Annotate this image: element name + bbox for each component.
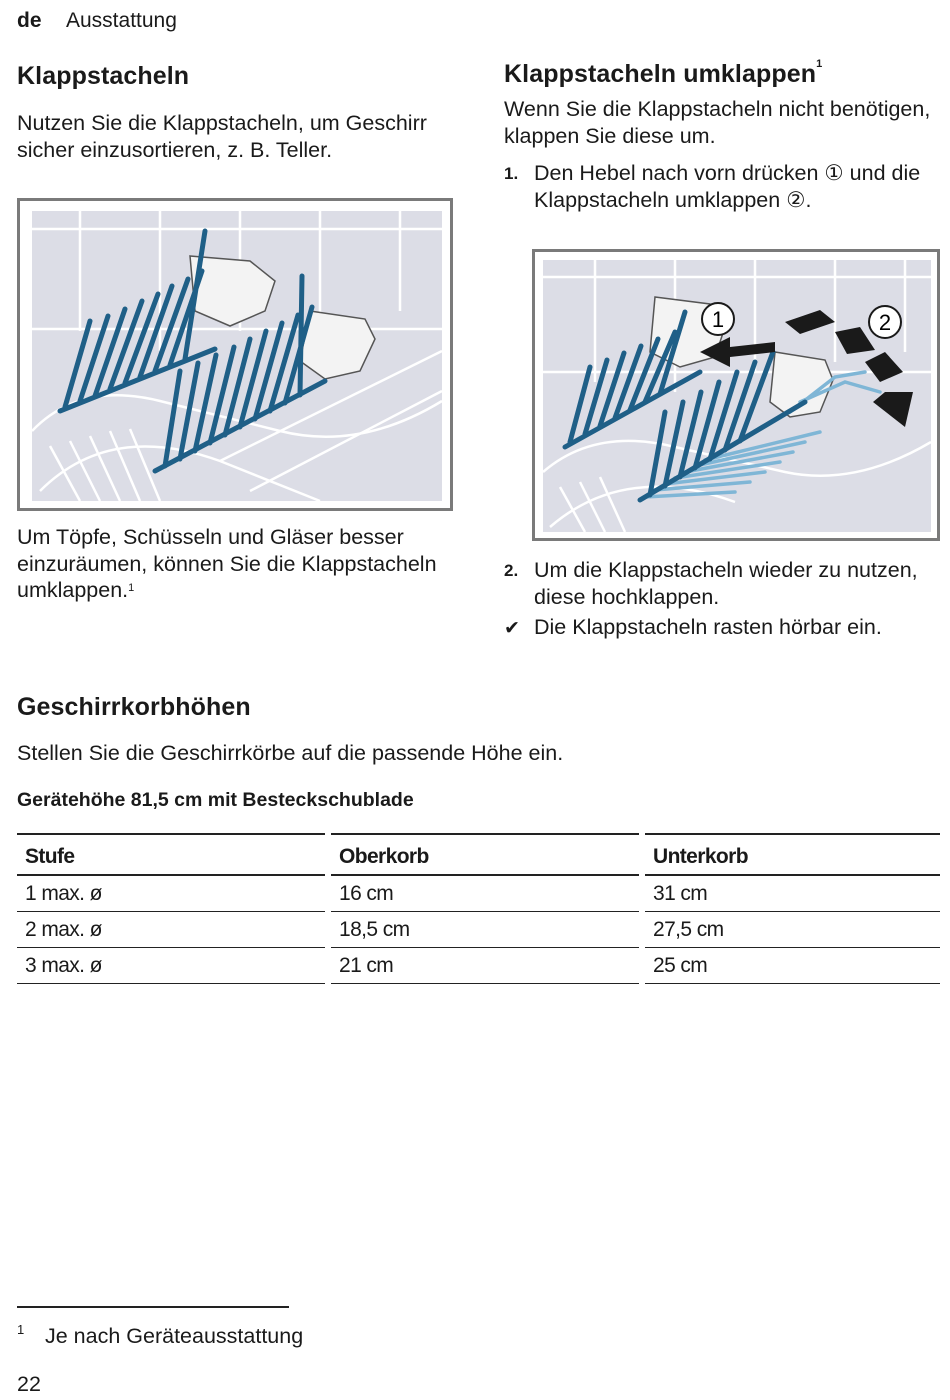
column-header: Oberkorb — [328, 834, 642, 875]
callout-2: 2 — [878, 310, 892, 335]
umklappen-intro: Wenn Sie die Klappstacheln nicht benötigen, klappen Sie diese um. — [504, 97, 931, 148]
column-header: Stufe — [17, 834, 328, 875]
step-2 — [504, 557, 939, 613]
section-title-heights: Geschirrkorbhöhen — [17, 693, 251, 721]
table-cell: 25 cm — [642, 948, 940, 984]
umklappen-hint-text: Um Töpfe, Schüsseln und Gläser besser einzuräumen, können Sie die Klappstacheln umklappen. — [17, 525, 437, 602]
section-name: Ausstattung — [66, 9, 177, 32]
footnote-ref: 1 — [128, 582, 135, 594]
table-cell: 3 max. ø — [17, 948, 328, 984]
step-result — [504, 614, 939, 670]
step-1 — [504, 160, 939, 240]
table-cell: 1 max. ø — [17, 875, 328, 912]
page-number: 22 — [17, 1372, 41, 1396]
step-number: 2. — [504, 561, 519, 580]
table-row — [17, 948, 940, 984]
figure-upright-tines — [17, 198, 453, 511]
table-cell: 21 cm — [328, 948, 642, 984]
footnote-divider — [17, 1306, 289, 1308]
table-cell: 2 max. ø — [17, 912, 328, 948]
language-code: de — [17, 9, 42, 32]
table-cell: 27,5 cm — [642, 912, 940, 948]
footnote-text: Je nach Geräteausstattung — [45, 1324, 304, 1348]
table-row — [17, 875, 940, 912]
column-header: Unterkorb — [642, 834, 940, 875]
heights-table — [17, 833, 940, 984]
callout-1: 1 — [711, 307, 725, 332]
section-title-klappstacheln: Klappstacheln — [17, 62, 190, 90]
check-icon: ✔ — [504, 618, 520, 639]
table-cell: 31 cm — [642, 875, 940, 912]
section-title-umklappen — [504, 60, 822, 89]
heights-intro: Stellen Sie die Geschirrkörbe auf die passende Höhe ein. — [17, 741, 564, 765]
heights-subtitle: Gerätehöhe 81,5 cm mit Besteckschublade — [17, 789, 414, 811]
table-cell: 16 cm — [328, 875, 642, 912]
step-text: Den Hebel nach vorn drücken ① und die Klappstacheln umklappen ②. — [534, 161, 921, 212]
umklappen-title-text: Klappstacheln umklappen — [504, 60, 817, 88]
table-header-row — [17, 834, 940, 875]
footnote-mark: 1 — [17, 1322, 25, 1337]
table-row — [17, 912, 940, 948]
umklappen-hint — [17, 524, 447, 604]
step-number: 1. — [504, 164, 519, 183]
figure-folding-tines — [532, 249, 940, 541]
klappstacheln-intro: Nutzen Sie die Klappstacheln, um Geschirr sicher einzusortieren, z. B. Teller. — [17, 111, 427, 162]
table-cell: 18,5 cm — [328, 912, 642, 948]
result-text: Die Klappstacheln rasten hörbar ein. — [534, 615, 882, 639]
footnote-ref: 1 — [816, 58, 823, 70]
step-text: Um die Klappstacheln wieder zu nutzen, diese hochklappen. — [534, 558, 918, 609]
